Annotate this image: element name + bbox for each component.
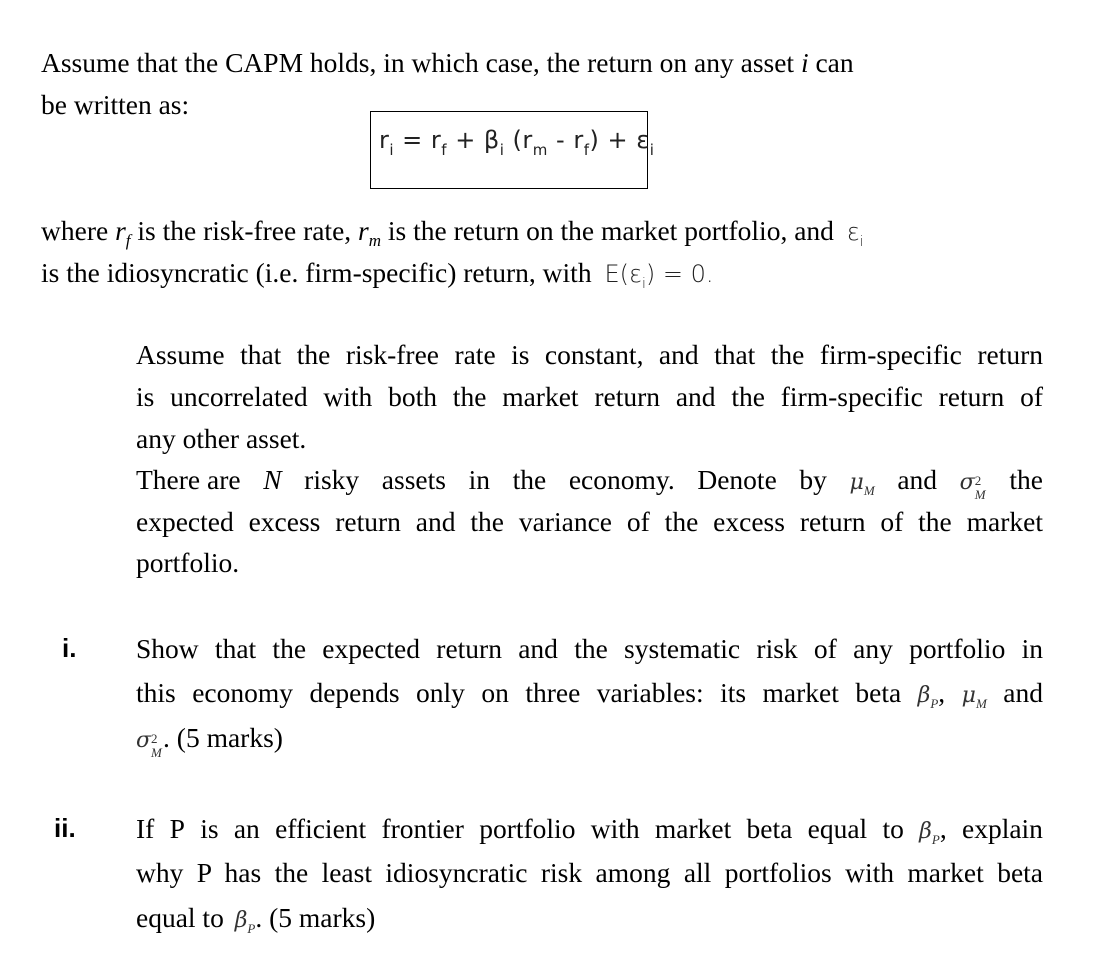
assumption-line-3: any other asset.	[136, 423, 307, 454]
where-line-2: is the idiosyncratic (i.e. firm-specific) return, with $E(\varepsilon_i) = 0$.	[41, 257, 714, 292]
intro-line-2: be written as:	[41, 89, 190, 120]
assumption-line-4: There are N risky assets in the economy. Denote by $\mu_M$ and σ 2 M the	[136, 464, 1043, 502]
assumption-line-2: is uncorrelated with both the market return and the firm-specific return of	[136, 381, 1043, 412]
where-line-1: where $r_f$ is the risk-free rate, $r_m$ is the return on the market portfolio, and $\varepsilon_i$	[41, 215, 864, 250]
question-i-line-1: Show that the expected return and the systematic risk of any portfolio in	[136, 633, 1043, 664]
assumption-line-5: expected excess return and the variance of the excess return of the market	[136, 506, 1043, 537]
capm-equation-box	[370, 111, 655, 189]
question-ii-line-3: equal to $\beta_P$. (5 marks)	[136, 902, 376, 936]
question-i-line-3: σ 2 M . (5 marks)	[136, 722, 283, 760]
question-ii-label: ii.	[54, 813, 76, 843]
question-ii-line-2: why P has the least idiosyncratic risk among all portfolios with market beta	[136, 857, 1043, 888]
capm-equation: $r_i = r_f + \beta_i$ $(r_m - r_f) + \varepsilon_i$	[379, 126, 655, 159]
assumption-line-1: Assume that the risk-free rate is constant, and that the firm-specific return	[136, 339, 1043, 370]
intro-line-1: Assume that the CAPM holds, in which case, the return on any asset i can	[41, 47, 854, 78]
assumption-line-6: portfolio.	[136, 547, 240, 578]
question-ii-line-1: If P is an efficient frontier portfolio with market beta equal to $\beta_P$, explain	[136, 813, 1043, 847]
question-i-line-2: this economy depends only on three variables: its market beta $\beta_P$, $\mu_M$ and	[136, 677, 1043, 711]
question-i-label: i.	[62, 633, 77, 663]
